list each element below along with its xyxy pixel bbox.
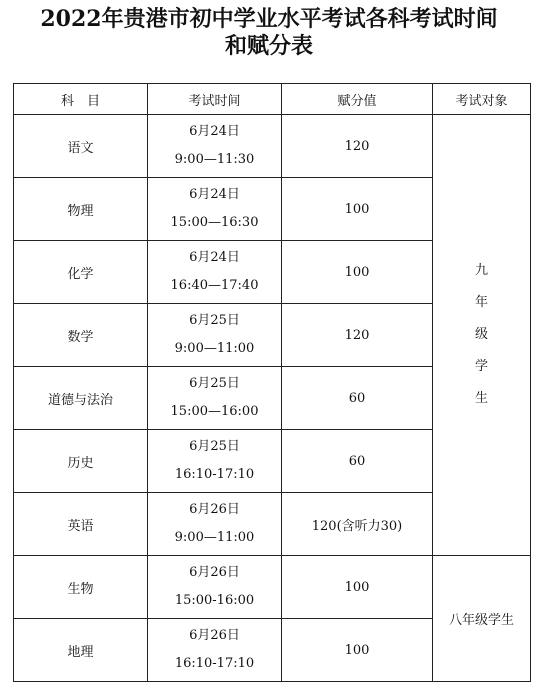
- exam-date: 6月24日: [189, 124, 240, 139]
- exam-time-cell: [148, 493, 282, 556]
- score-cell: 60: [282, 430, 433, 493]
- exam-time-cell: [148, 304, 282, 367]
- page-title-line-2: 和赋分表: [224, 33, 313, 59]
- exam-date: 6月24日: [189, 250, 240, 265]
- subject-cell: 语文: [14, 115, 148, 178]
- exam-time-cell: [148, 556, 282, 619]
- exam-time: 16:40—17:40: [170, 278, 259, 293]
- score-cell: 100: [282, 619, 433, 682]
- page-title: 2022年贵港市初中学业水平考试各科考试时间: [40, 6, 498, 32]
- score-cell: 100: [282, 178, 433, 241]
- header-score: 赋分值: [282, 84, 433, 115]
- exam-time-cell: [148, 178, 282, 241]
- exam-schedule-table: [13, 83, 531, 682]
- header-audience: 考试对象: [433, 84, 531, 115]
- exam-date: 6月25日: [189, 439, 240, 454]
- score-cell: 60: [282, 367, 433, 430]
- exam-time: 15:00-16:00: [174, 593, 255, 608]
- exam-time-cell: [148, 619, 282, 682]
- score-cell: 100: [282, 556, 433, 619]
- subject-cell: 地理: [14, 619, 148, 682]
- exam-time: 9:00—11:30: [174, 152, 255, 167]
- score-cell: 120: [282, 115, 433, 178]
- subject-cell: 历史: [14, 430, 148, 493]
- exam-time: 15:00—16:00: [170, 404, 259, 419]
- score-cell: 120(含听力30): [282, 493, 433, 556]
- exam-date: 6月25日: [189, 376, 240, 391]
- exam-time: 16:10-17:10: [174, 467, 255, 482]
- exam-date: 6月25日: [189, 313, 240, 328]
- exam-time-cell: [148, 367, 282, 430]
- table-row: [14, 115, 531, 178]
- subject-cell: 生物: [14, 556, 148, 619]
- subject-cell: 数学: [14, 304, 148, 367]
- exam-time-cell: [148, 115, 282, 178]
- exam-time-cell: [148, 430, 282, 493]
- score-cell: 100: [282, 241, 433, 304]
- table-header-row: [14, 84, 531, 115]
- exam-time: 15:00—16:30: [170, 215, 259, 230]
- header-exam-time: 考试时间: [148, 84, 282, 115]
- score-cell: 120: [282, 304, 433, 367]
- subject-cell: 英语: [14, 493, 148, 556]
- exam-time: 16:10-17:10: [174, 656, 255, 671]
- exam-time: 9:00—11:00: [174, 530, 255, 545]
- subject-cell: 道德与法治: [14, 367, 148, 430]
- exam-time-cell: [148, 241, 282, 304]
- exam-date: 6月26日: [189, 628, 240, 643]
- exam-date: 6月26日: [189, 502, 240, 517]
- header-subject: 科 目: [14, 84, 148, 115]
- exam-date: 6月26日: [189, 565, 240, 580]
- audience-text: 九年级学生: [474, 263, 488, 406]
- table-row: [14, 556, 531, 619]
- subject-cell: 物理: [14, 178, 148, 241]
- exam-time: 9:00—11:00: [174, 341, 255, 356]
- audience-cell-grade8: 八年级学生: [433, 556, 531, 682]
- exam-date: 6月24日: [189, 187, 240, 202]
- subject-cell: 化学: [14, 241, 148, 304]
- audience-cell-grade9: [433, 115, 531, 556]
